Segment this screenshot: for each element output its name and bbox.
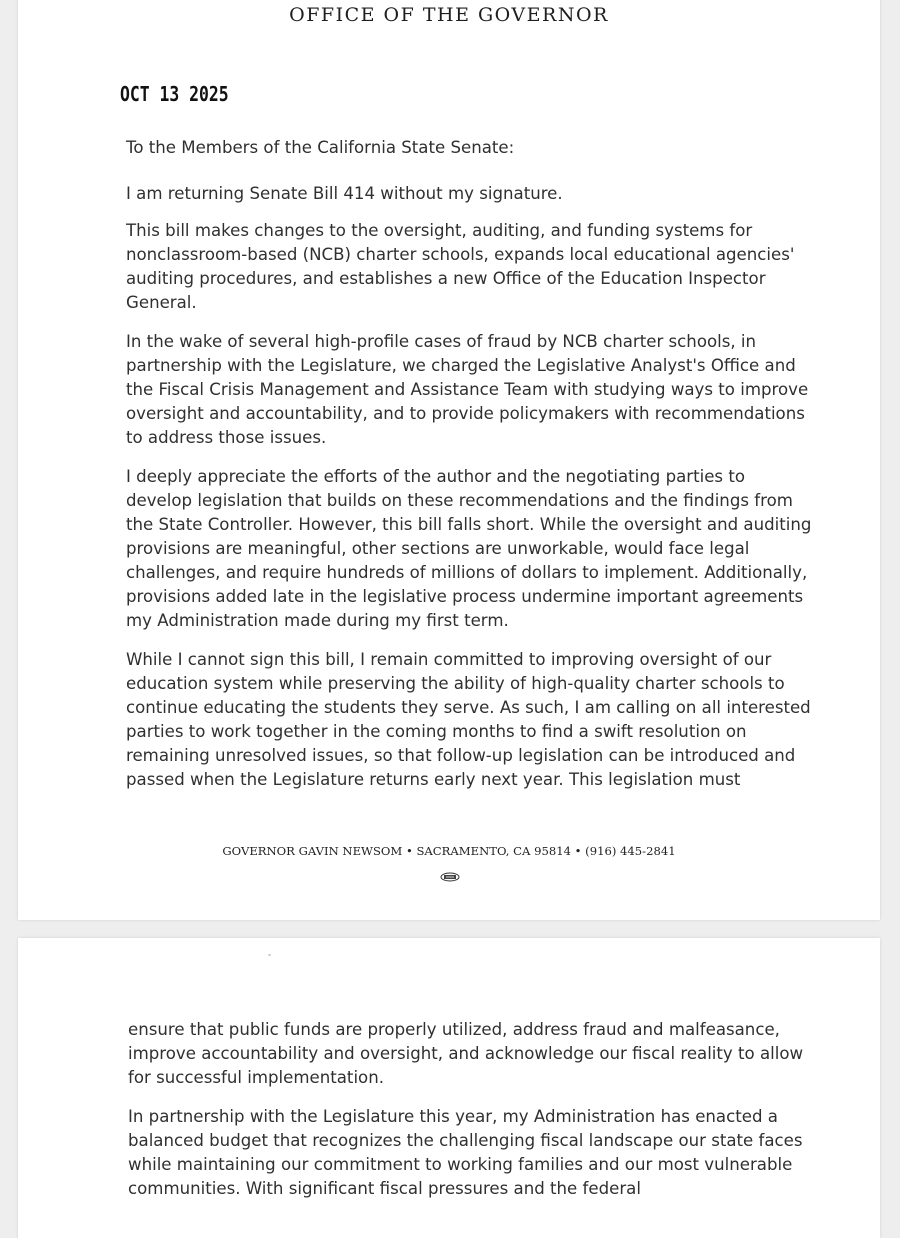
office-title: OFFICE OF THE GOVERNOR [289,4,609,26]
letter-page-1 [18,0,880,920]
paragraph: In partnership with the Legislature this year, my Administration has enacted a balanced budget that recognizes the challenging fiscal landscape our state faces while maintaining our commitment to working families and our most vulnerable communities. With significant fiscal pressures and the federal [128,1107,803,1198]
state-seal-icon [440,872,460,882]
paragraph: While I cannot sign this bill, I remain committed to improving oversight of our education system while preserving the ability of high-quality charter schools to continue educating the students they serve. As such, I am calling on all interested parties to work together in the coming months to find a swift resolution on remaining unresolved issues, so that follow-up legislation can be introduced and passed when the Legislature returns early next year. This legislation must [126,650,811,789]
paragraph: I am returning Senate Bill 414 without my signature. [126,184,563,203]
paragraph: I deeply appreciate the efforts of the author and the negotiating parties to develop legislation that builds on these recommendations and the findings from the State Controller. However, this bill falls short. While the oversight and auditing provisions are meaningful, other sections are unworkable, would face legal challenges, and require hundreds of millions of dollars to implement. Additionally, provisions added late in the legislative process undermine important agreements my Administration made during my first term. [126,467,812,630]
scan-speck [268,954,271,956]
paragraph: ensure that public funds are properly utilized, address fraud and malfeasance, improve accountability and oversight, and acknowledge our fiscal reality to allow for successful implementation. [128,1020,804,1087]
paragraph: In the wake of several high-profile cases of fraud by NCB charter schools, in partnership with the Legislature, we charged the Legislative Analyst's Office and the Fiscal Crisis Management and Assistance Team with studying ways to improve oversight and accountability, and to provide policymakers with recommendations to address those issues. [126,332,809,447]
letter-body [126,182,816,807]
letter-body-continued [128,1018,818,1216]
paragraph: This bill makes changes to the oversight, auditing, and funding systems for nonclassroom-based (NCB) charter schools, expands local educational agencies' auditing procedures, and establishes a new Office of the Education Inspector General. [126,221,795,312]
date-stamp: OCT 13 2025 [120,82,229,106]
letterhead-footer: GOVERNOR GAVIN NEWSOM • SACRAMENTO, CA 95814 • (916) 445-2841 [222,844,676,858]
salutation: To the Members of the California State Senate: [126,138,515,157]
letter-page-2 [18,938,880,1238]
